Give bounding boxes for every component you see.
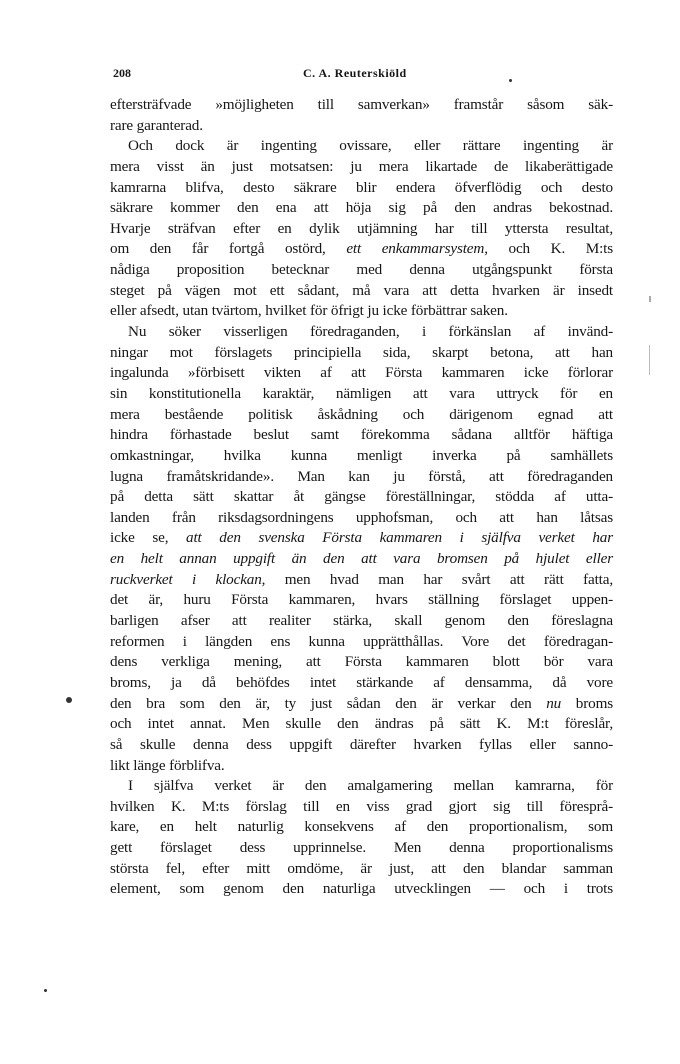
text-line: [110, 260, 613, 281]
text-line: [110, 632, 613, 653]
text-line: [110, 549, 613, 570]
line-text: så skulle denna dess uppgift därefter hvarken fyllas eller sanno-: [110, 735, 613, 753]
text-line: [110, 838, 613, 859]
line-text: Nu söker visserligen föredraganden, i förkänslan af invänd-: [128, 323, 613, 341]
text-line: [110, 363, 613, 384]
line-text: broms, ja då behöfdes intet stärkande af densamma, då vore: [110, 673, 613, 691]
line-text: det är, huru Första kammaren, hvars ställning förslaget uppen-: [110, 591, 613, 609]
text-line: [110, 281, 613, 302]
line-text: I själfva verket är den amalgamering mellan kamrarna, för: [128, 777, 613, 795]
line-text: kare, en helt naturlig konsekvens af den proportionalism, som: [110, 818, 613, 836]
text-line: [110, 239, 613, 260]
text-line: [110, 817, 613, 838]
text-line: [110, 136, 613, 157]
text-line: [110, 384, 613, 405]
text-line: [110, 446, 613, 467]
line-text: broms: [561, 694, 614, 712]
page-header: [113, 66, 611, 84]
printing-speck: [509, 79, 512, 82]
line-text: om den får fortgå ostörd,: [110, 240, 347, 258]
line-text: kamrarna blifva, desto säkrare blir endera öfverflödig och desto: [110, 178, 613, 196]
line-text: , och K. M:ts: [484, 240, 613, 258]
text-line: [110, 590, 613, 611]
italic-phrase: nu: [546, 694, 562, 712]
line-text: , men hvad man har svårt att rätt fatta,: [261, 570, 613, 588]
text-line: [110, 756, 613, 777]
text-line: [110, 673, 613, 694]
line-text: steget på vägen mot ett sådant, må vara att detta hvarken är insedt: [110, 281, 613, 299]
text-line: [110, 198, 613, 219]
margin-mark: [649, 296, 651, 302]
line-text: element, som genom den naturliga utvecklingen — och i trots: [110, 880, 613, 898]
text-line: [110, 652, 613, 673]
text-line: [110, 714, 613, 735]
line-text: mera bestående politisk åskådning och därigenom egnad att: [110, 405, 613, 423]
text-line: [110, 95, 613, 116]
text-line: [110, 405, 613, 426]
text-line: [110, 116, 613, 137]
text-line: [110, 301, 613, 322]
line-text: på detta sätt skattar åt gängse föreställningar, stödda af utta-: [110, 488, 613, 506]
line-text: och intet annat. Men skulle den ändras på sätt K. M:t föreslår,: [110, 715, 613, 733]
text-line: [110, 797, 613, 818]
line-text: eftersträfvade »möjligheten till samverkan» framstår såsom säk-: [110, 96, 613, 113]
line-text: barligen afser att realiter stärka, skall genom den föreslagna: [110, 612, 613, 630]
text-line: [110, 425, 613, 446]
text-line: [110, 178, 613, 199]
line-text: mera visst än just motsatsen: ju mera likartade de likaberättigade: [110, 157, 613, 175]
line-text: den bra som den är, ty just sådan den är verkar den: [110, 694, 547, 712]
text-line: [110, 859, 613, 880]
line-text: dens verkliga mening, att Första kammaren blott bör vara: [110, 653, 613, 671]
text-line: [110, 157, 613, 178]
margin-mark: [649, 345, 650, 375]
line-text: ingalunda »förbisett vikten af att Första kammaren icke förlorar: [110, 364, 613, 382]
line-text: lugna framåtskridande». Man kan ju förstå, att föredraganden: [110, 467, 613, 485]
text-line: [110, 219, 613, 240]
line-text: Och dock är ingenting ovissare, eller rättare ingenting är: [128, 137, 613, 155]
line-text: omkastningar, hvilka kunna menligt inverka på samhällets: [110, 446, 613, 464]
line-text: gett förslaget dess upprinnelse. Men denna proportionalisms: [110, 839, 613, 857]
running-title: C. A. Reuterskiöld: [303, 66, 407, 80]
printing-speck: [66, 697, 72, 703]
text-line: [110, 322, 613, 343]
line-text: Hvarje sträfvan efter en dylik utjämning har till yttersta resultat,: [110, 219, 613, 237]
page-number: 208: [113, 66, 131, 80]
printing-speck: [44, 989, 47, 992]
body-text: [110, 95, 613, 900]
line-text: reformen i längden ens kunna upprätthållas. Vore det föredragan-: [110, 632, 613, 650]
line-text: eller afsedt, utan tvärtom, hvilket för öfrigt ju icke förbättrar saken.: [110, 302, 508, 320]
text-line: [110, 508, 613, 529]
line-text: hvilken K. M:ts förslag till en viss grad gjort sig till föresprå-: [110, 797, 613, 815]
italic-phrase: att den svenska Första kammaren i själfva verket har: [186, 529, 613, 547]
line-text: likt länge förblifva.: [110, 756, 225, 774]
line-text: ningar mot förslagets principiella sida, skarpt betona, att han: [110, 343, 613, 361]
text-line: [110, 776, 613, 797]
line-text: landen från riksdagsordningens upphofsman, och att han låtsas: [110, 508, 613, 526]
text-line: [110, 467, 613, 488]
text-line: [110, 487, 613, 508]
line-text: icke se,: [110, 529, 187, 547]
text-line: [110, 343, 613, 364]
line-text: största fel, efter mitt omdöme, är just, att den blandar samman: [110, 859, 613, 877]
italic-phrase: en helt annan uppgift än den att vara bromsen på hjulet eller: [110, 550, 613, 568]
text-line: [110, 528, 613, 549]
line-text: hindra förhastade beslut samt förekomma sådana alltför häftiga: [110, 426, 613, 444]
text-line: [110, 611, 613, 632]
line-text: rare garanterad.: [110, 116, 203, 134]
text-line: [110, 694, 613, 715]
text-line: [110, 735, 613, 756]
italic-phrase: ruckverket i klockan: [110, 570, 262, 588]
line-text: nådiga proposition betecknar med denna utgångspunkt första: [110, 261, 613, 279]
line-text: säkrare kommer den ena att höja sig på den andras bekostnad.: [110, 199, 613, 217]
text-line: [110, 879, 613, 900]
italic-phrase: ett enkammarsystem: [346, 240, 485, 258]
text-line: [110, 570, 613, 591]
line-text: sin konstitutionella karaktär, nämligen att vara uttryck för en: [110, 384, 613, 402]
